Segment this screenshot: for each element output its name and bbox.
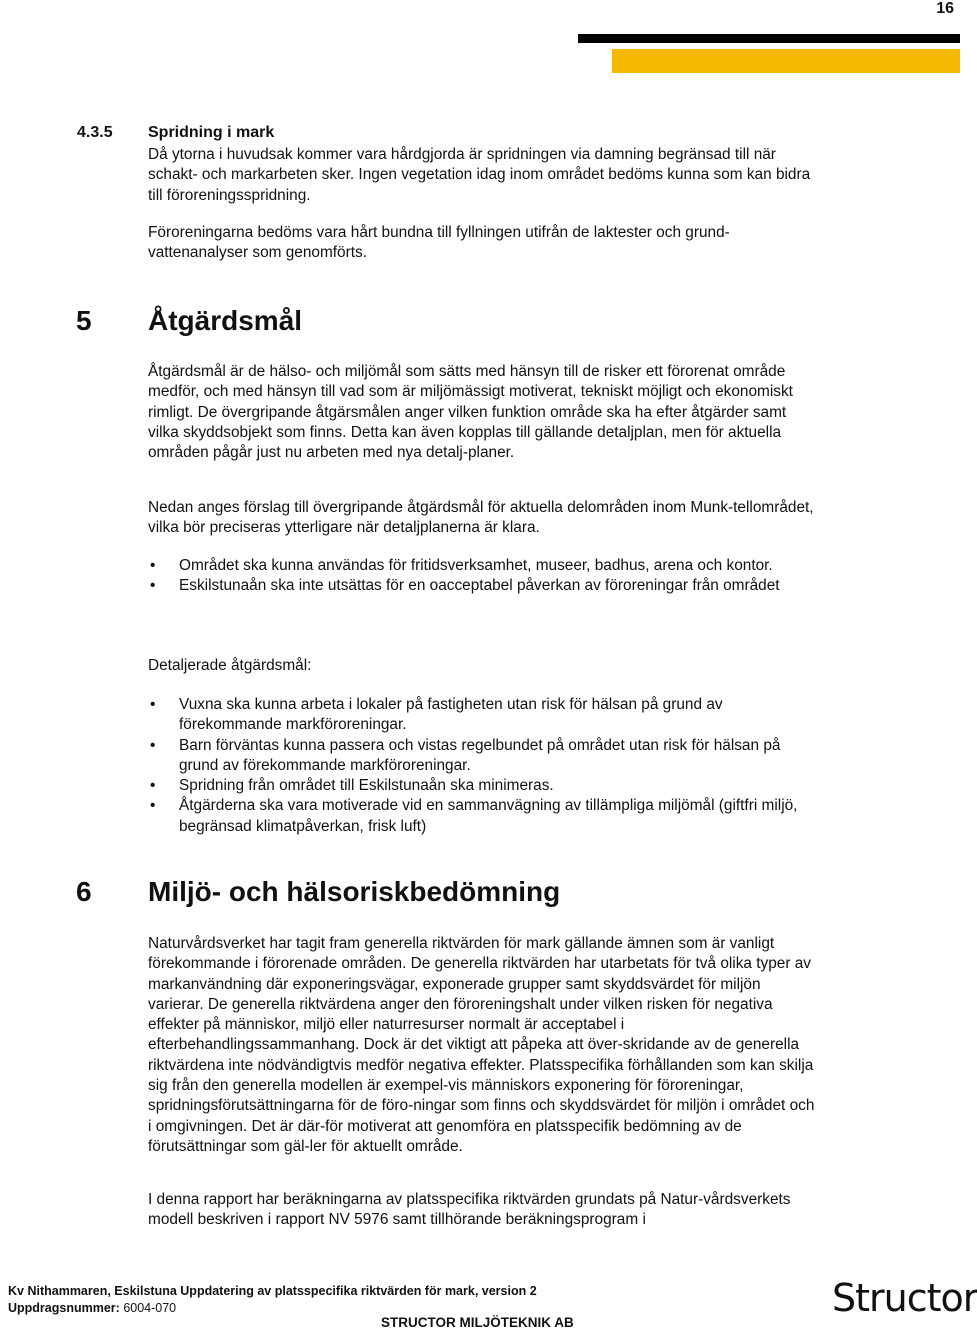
paragraph-atgardsmal-2: Nedan anges förslag till övergripande åtgärdsmål för aktuella delområden inom Munk-tellområdet, vilka bör preciseras ytterligare när detaljplanerna är klara. [148, 499, 814, 537]
bullet-list-detaljerade [148, 695, 820, 837]
header-black-bar [578, 34, 960, 43]
section-number-6: 6 [76, 876, 92, 907]
list-item: • Området ska kunna användas för fritidsverksamhet, museer, badhus, arena och kontor. [148, 556, 820, 576]
page-number: 16 [936, 0, 954, 17]
list-item: • Eskilstunaån ska inte utsättas för en oacceptabel påverkan av föroreningar från området [148, 576, 820, 596]
structor-logo: Structor [832, 1276, 977, 1320]
footer-order [8, 1301, 176, 1315]
section-title-atgardsmal: Åtgärdsmål [148, 305, 303, 336]
subsection-title: Spridning i mark [148, 124, 275, 141]
paragraph-spridning-1: Då ytorna i huvudsak kommer vara hårdgjorda är spridningen via damning begränsad till när schakt- och markarbeten sker. Ingen vegetation idag inom området bedöms kunna som kan bidra till föroreningsspridning. [148, 146, 811, 204]
bullet-icon: • [150, 797, 156, 815]
header-gold-bar [612, 49, 960, 73]
paragraph-spridning-2: Föroreningarna bedöms vara hårt bundna till fyllningen utifrån de laktester och grund-vattenanalyser som genomförts. [148, 224, 730, 262]
footer-order-number: 6004-070 [123, 1301, 177, 1315]
paragraph-miljo-2: I denna rapport har beräkningarna av platsspecifika riktvärden grundats på Natur-vårdsverkets modell beskriven i rapport NV 5976 samt tillhörande beräkningsprogram i [148, 1191, 791, 1229]
footer-order-label: Uppdragsnummer: [8, 1301, 120, 1315]
bullet-icon: • [150, 696, 156, 713]
bullet-icon: • [150, 577, 156, 595]
paragraph-atgardsmal-1: Åtgärdsmål är de hälso- och miljömål som sätts med hänsyn till de risker ett förorenat område medför, och med hänsyn till vad som är miljömässigt motiverat, tekniskt möjligt och ekonomiskt rimligt. De övergripande åtgärsmålen anger vilken funktion område ska ha efter åtgärder samt vilka skyddsobjekt som finns. Detta kan även kopplas till gällande detaljplan, men för aktuella områden pågår just nu arbeten med nya detalj-planer. [148, 363, 793, 462]
list-item: • Åtgärderna ska vara motiverade vid en sammanvägning av tillämpliga miljömål (giftfri miljö, begränsad klimatpåverkan, frisk luft) [150, 797, 798, 835]
footer-project: Kv Nithammaren, Eskilstuna Uppdatering av platsspecifika riktvärden för mark, version 2 [8, 1284, 537, 1298]
subsection-number: 4.3.5 [77, 124, 113, 141]
section-number-5: 5 [76, 305, 92, 336]
section-title-miljo: Miljö- och hälsoriskbedömning [148, 876, 561, 907]
bullet-icon: • [150, 777, 156, 795]
list-item: • Vuxna ska kunna arbeta i lokaler på fastigheten utan risk för hälsan på grund av förekommande markföroreningar. [150, 696, 723, 734]
list-item: • Spridning från området till Eskilstunaån ska minimeras. [148, 776, 820, 796]
footer-company: STRUCTOR MILJÖTEKNIK AB [381, 1315, 574, 1330]
bullet-list-overgripande [148, 556, 820, 597]
list-item: • Barn förväntas kunna passera och vistas regelbundet på området utan risk för hälsan på grund av förekommande markföroreningar. [150, 736, 781, 774]
detail-heading: Detaljerade åtgärdsmål: [148, 657, 312, 674]
bullet-icon: • [150, 557, 156, 574]
paragraph-miljo-1: Naturvårdsverket har tagit fram generella riktvärden för mark gällande ämnen som är vanligt förekommande i förorenade områden. De generella riktvärden har utarbetats för två olika typer av markanvändning där exponeringsvägar, exponerade grupper samt skyddsvärdet för miljön varierar. De generella riktvärdena anger den föroreningshalt under vilken risken för negativa effekter på människor, miljö eller naturresurser normalt är acceptabel i efterbehandlingssammanhang. Dock är det viktigt att påpeka att över-skridande av de generella riktvärdena inte nödvändigtvis medför negativa effekter. Platsspecifika förhållanden som kan skilja sig från den generella modellen är exempel-vis människors exponering för föroreningar, spridningsförutsättningarna för de föro-ningar som finns och skyddsvärdet för miljön i området och i omgivningen. Det är där-för motiverat att genomföra en platsspecifik bedömning av de förutsättningar som gäl-ler för aktuellt område. [148, 935, 815, 1155]
bullet-icon: • [150, 736, 156, 754]
